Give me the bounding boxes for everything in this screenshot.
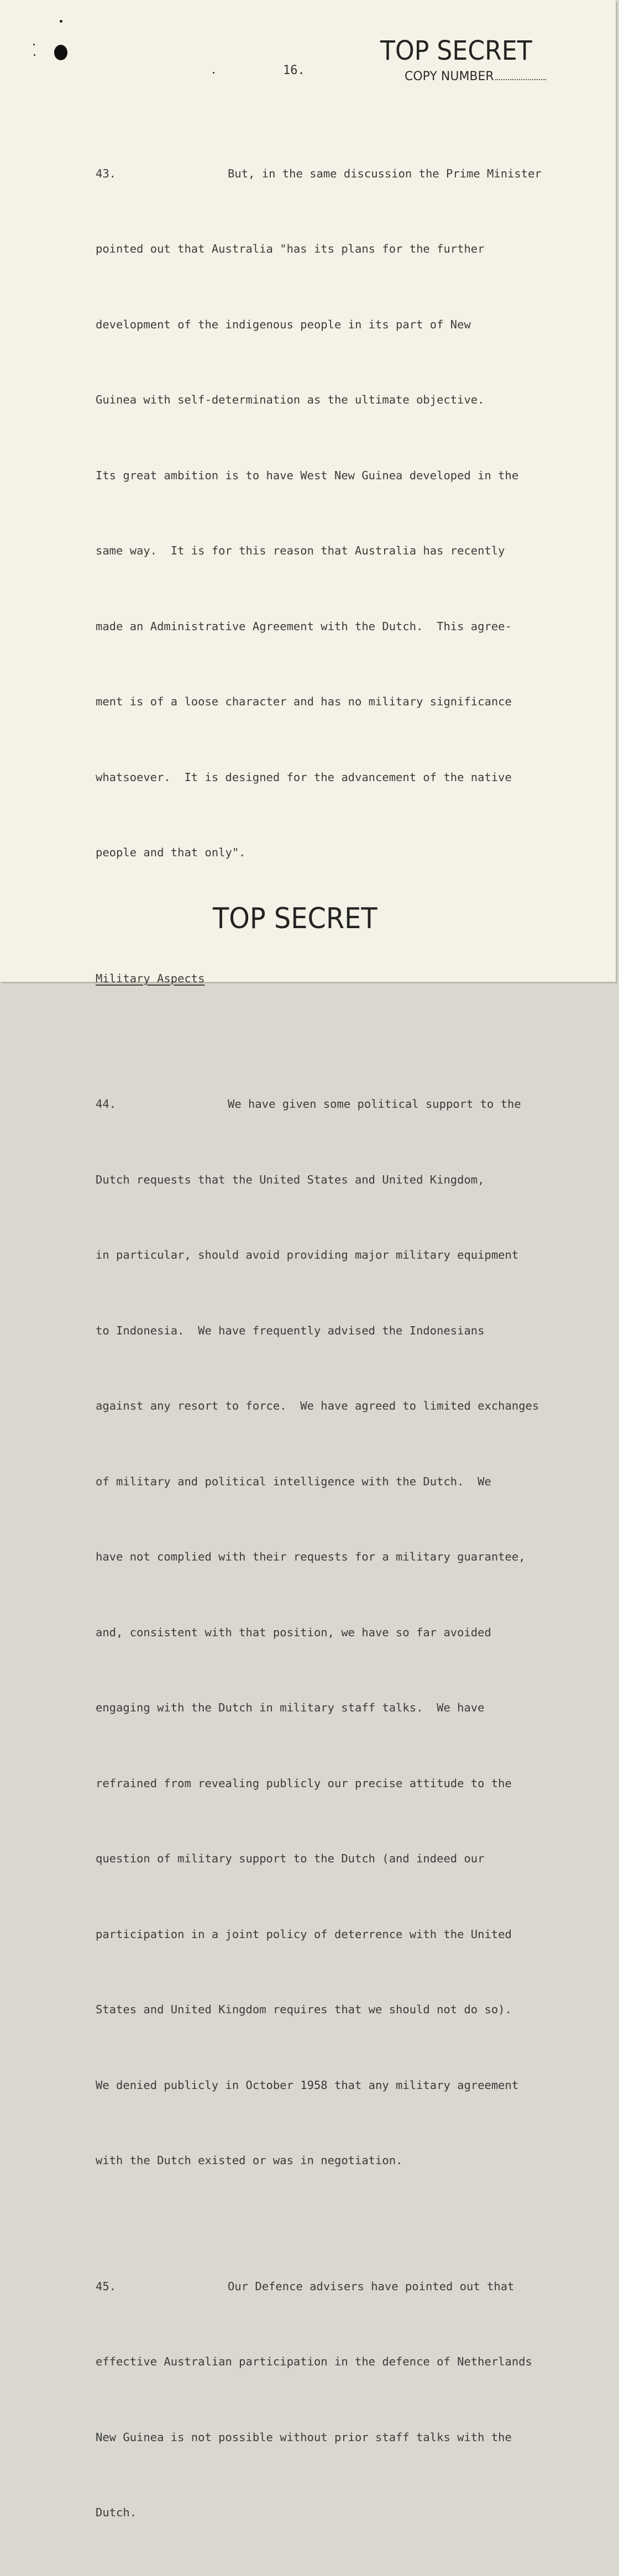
text-line: same way. It is for this reason that Australia has recently: [96, 544, 505, 557]
ink-speck: [33, 44, 35, 45]
text-line: Dutch.: [96, 2506, 137, 2519]
text-line: ment is of a loose character and has no military significance: [96, 695, 512, 708]
section-heading-line: [96, 966, 542, 992]
punch-hole: [54, 45, 67, 60]
ink-speck: [34, 54, 35, 56]
text-line: We denied publicly in October 1958 that any military agreement: [96, 2078, 519, 2092]
copy-number-blank: [495, 79, 546, 80]
text-line: have not complied with their requests for a military guarantee,: [96, 1550, 526, 1563]
document-body: [96, 86, 542, 2576]
text-line: in particular, should avoid providing major military equipment: [96, 1248, 519, 1261]
paragraph-number: 45.: [96, 2279, 117, 2293]
text-line: against any resort to force. We have agreed to limited exchanges: [96, 1399, 539, 1412]
text-line: participation in a joint policy of deterrence with the United: [96, 1927, 512, 1941]
classification-footer: TOP SECRET: [213, 902, 377, 935]
text-line: 44. We have given some political support to the: [96, 1097, 521, 1111]
paragraph-number: 44.: [96, 1097, 117, 1111]
text-line: Guinea with self-determination as the ultimate objective.: [96, 393, 485, 406]
ink-speck: [60, 20, 62, 23]
text-line: to Indonesia. We have frequently advised the Indonesians: [96, 1323, 485, 1337]
text-line: 45. Our Defence advisers have pointed out that: [96, 2279, 515, 2293]
copy-number-field: [405, 70, 546, 83]
text-line: question of military support to the Dutch (and indeed our: [96, 1852, 485, 1865]
ink-speck: [213, 72, 214, 74]
classification-header: TOP SECRET: [380, 35, 532, 66]
text-line: 43. But, in the same discussion the Prime Minister: [96, 166, 542, 180]
text-line: development of the indigenous people in its part of New: [96, 317, 471, 331]
text-line: refrained from revealing publicly our precise attitude to the: [96, 1776, 512, 1790]
text-line: made an Administrative Agreement with the Dutch. This agree-: [96, 619, 512, 633]
text-line: States and United Kingdom requires that we should not do so).: [96, 2003, 512, 2016]
text-line: Its great ambition is to have West New Guinea developed in the: [96, 468, 519, 482]
text-line: whatsoever. It is designed for the advancement of the native: [96, 770, 512, 784]
section-heading: Military Aspects: [96, 971, 205, 985]
text-line: New Guinea is not possible without prior staff talks with the: [96, 2430, 512, 2444]
text-line: Dutch requests that the United States and United Kingdom,: [96, 1172, 485, 1186]
text-line: with the Dutch existed or was in negotiation.: [96, 2154, 403, 2167]
text-line: engaging with the Dutch in military staff talks. We have: [96, 1701, 485, 1714]
text-line: pointed out that Australia "has its plans for the further: [96, 242, 485, 255]
text-line: people and that only".: [96, 846, 246, 859]
copy-number-label: COPY NUMBER: [405, 70, 494, 83]
page-number: 16.: [283, 64, 305, 77]
text-line: of military and political intelligence with the Dutch. We: [96, 1474, 491, 1488]
paragraph-number: 43.: [96, 166, 117, 180]
text-line: effective Australian participation in the defence of Netherlands: [96, 2355, 532, 2368]
text-line: and, consistent with that position, we have so far avoided: [96, 1625, 491, 1639]
